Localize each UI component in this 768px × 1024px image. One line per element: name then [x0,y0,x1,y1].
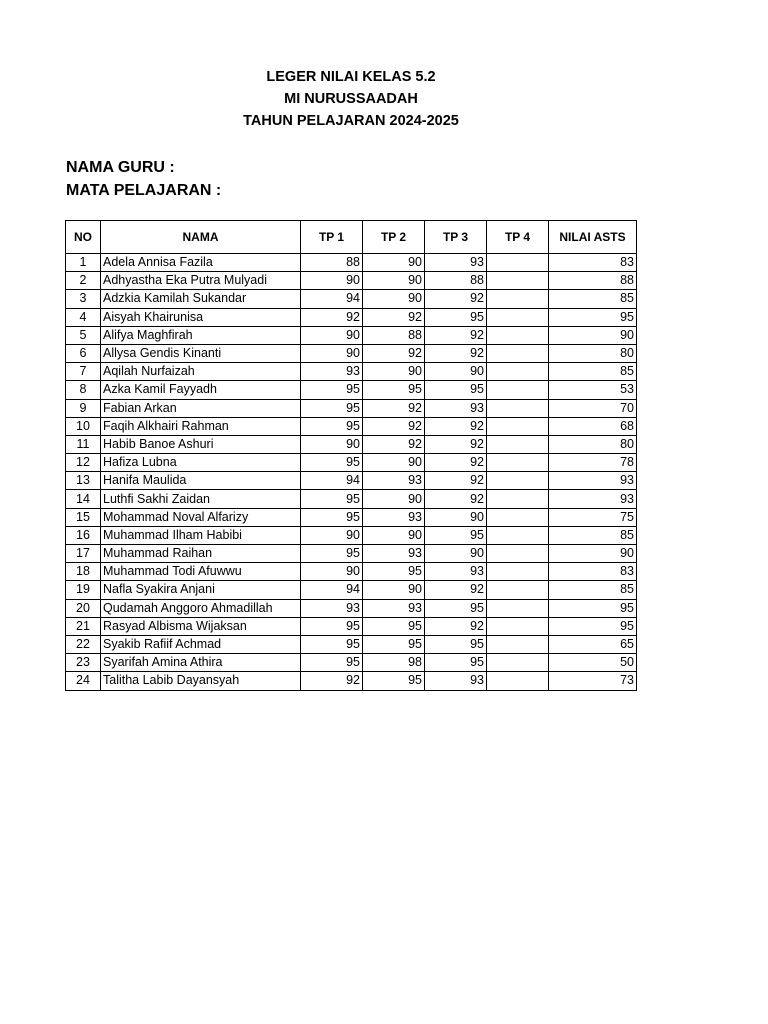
cell-tp4 [487,672,549,690]
cell-nilai-asts: 93 [549,490,637,508]
cell-tp2: 92 [363,308,425,326]
table-row [66,308,637,326]
cell-tp4 [487,254,549,272]
header-nilai-asts: NILAI ASTS [549,221,637,254]
cell-tp3: 90 [425,545,487,563]
table-row [66,344,637,362]
cell-tp2: 93 [363,472,425,490]
cell-nama: Muhammad Todi Afuwwu [101,563,301,581]
cell-nama: Aisyah Khairunisa [101,308,301,326]
cell-tp1: 88 [301,254,363,272]
cell-nama: Allysa Gendis Kinanti [101,344,301,362]
cell-nilai-asts: 88 [549,272,637,290]
cell-tp1: 95 [301,381,363,399]
cell-tp1: 95 [301,417,363,435]
cell-no: 11 [66,435,101,453]
cell-tp3: 92 [425,454,487,472]
cell-tp3: 95 [425,599,487,617]
cell-nilai-asts: 85 [549,581,637,599]
title-line-class: LEGER NILAI KELAS 5.2 [266,69,436,85]
cell-no: 18 [66,563,101,581]
cell-tp3: 93 [425,399,487,417]
cell-no: 2 [66,272,101,290]
cell-no: 16 [66,526,101,544]
cell-tp4 [487,526,549,544]
cell-tp2: 93 [363,599,425,617]
cell-tp3: 92 [425,435,487,453]
cell-tp1: 95 [301,545,363,563]
table-row [66,381,637,399]
cell-tp1: 90 [301,272,363,290]
cell-tp3: 93 [425,672,487,690]
cell-nilai-asts: 83 [549,254,637,272]
table-row [66,508,637,526]
cell-no: 21 [66,617,101,635]
header-tp3: TP 3 [425,221,487,254]
table-row [66,454,637,472]
cell-tp1: 94 [301,581,363,599]
cell-tp3: 95 [425,381,487,399]
header-tp4: TP 4 [487,221,549,254]
cell-tp2: 90 [363,526,425,544]
cell-nama: Adela Annisa Fazila [101,254,301,272]
cell-tp2: 92 [363,417,425,435]
cell-nama: Qudamah Anggoro Ahmadillah [101,599,301,617]
table-row [66,472,637,490]
cell-tp4 [487,308,549,326]
cell-tp4 [487,635,549,653]
cell-tp2: 90 [363,363,425,381]
cell-nilai-asts: 65 [549,635,637,653]
cell-tp1: 95 [301,635,363,653]
cell-no: 8 [66,381,101,399]
cell-tp1: 93 [301,363,363,381]
cell-tp3: 88 [425,272,487,290]
table-row [66,635,637,653]
table-row [66,326,637,344]
cell-tp1: 94 [301,472,363,490]
cell-tp4 [487,272,549,290]
cell-tp4 [487,381,549,399]
cell-tp1: 93 [301,599,363,617]
cell-tp4 [487,417,549,435]
cell-tp2: 95 [363,381,425,399]
cell-nilai-asts: 53 [549,381,637,399]
header-tp1: TP 1 [301,221,363,254]
cell-tp2: 95 [363,635,425,653]
cell-tp3: 92 [425,290,487,308]
cell-nama: Hanifa Maulida [101,472,301,490]
cell-tp4 [487,363,549,381]
table-row [66,526,637,544]
cell-tp1: 90 [301,344,363,362]
cell-nama: Mohammad Noval Alfarizy [101,508,301,526]
table-row [66,654,637,672]
cell-tp3: 95 [425,308,487,326]
cell-no: 6 [66,344,101,362]
cell-nilai-asts: 85 [549,526,637,544]
cell-tp2: 92 [363,399,425,417]
cell-nama: Luthfi Sakhi Zaidan [101,490,301,508]
cell-tp2: 95 [363,563,425,581]
cell-tp3: 93 [425,563,487,581]
cell-tp4 [487,472,549,490]
cell-tp2: 90 [363,581,425,599]
cell-tp4 [487,617,549,635]
cell-no: 12 [66,454,101,472]
cell-tp3: 92 [425,617,487,635]
cell-nilai-asts: 90 [549,326,637,344]
cell-nama: Adhyastha Eka Putra Mulyadi [101,272,301,290]
cell-nama: Syakib Rafiif Achmad [101,635,301,653]
cell-no: 19 [66,581,101,599]
cell-nilai-asts: 78 [549,454,637,472]
table-row [66,290,637,308]
cell-tp1: 92 [301,672,363,690]
cell-nama: Faqih Alkhairi Rahman [101,417,301,435]
document-meta [66,156,221,202]
cell-tp2: 90 [363,290,425,308]
cell-nama: Syarifah Amina Athira [101,654,301,672]
cell-tp1: 95 [301,399,363,417]
table-row [66,399,637,417]
cell-tp2: 98 [363,654,425,672]
cell-no: 14 [66,490,101,508]
cell-nilai-asts: 93 [549,472,637,490]
cell-tp1: 90 [301,563,363,581]
cell-nama: Aqilah Nurfaizah [101,363,301,381]
cell-nilai-asts: 95 [549,617,637,635]
cell-tp4 [487,454,549,472]
cell-tp2: 93 [363,545,425,563]
cell-tp4 [487,399,549,417]
cell-nama: Talitha Labib Dayansyah [101,672,301,690]
cell-nama: Habib Banoe Ashuri [101,435,301,453]
title-line-year: TAHUN PELAJARAN 2024-2025 [243,113,459,129]
cell-tp2: 90 [363,272,425,290]
cell-tp2: 93 [363,508,425,526]
title-line-school: MI NURUSSAADAH [284,91,418,107]
header-tp2: TP 2 [363,221,425,254]
cell-tp2: 95 [363,672,425,690]
cell-tp1: 95 [301,654,363,672]
table-header-row [66,221,637,254]
cell-tp4 [487,490,549,508]
cell-nama: Azka Kamil Fayyadh [101,381,301,399]
subject-label: MATA PELAJARAN : [66,182,222,199]
cell-nilai-asts: 90 [549,545,637,563]
cell-tp2: 92 [363,344,425,362]
cell-tp3: 92 [425,472,487,490]
cell-tp1: 95 [301,454,363,472]
cell-tp2: 92 [363,435,425,453]
cell-no: 24 [66,672,101,690]
grades-table [65,220,637,691]
header-nama: NAMA [101,221,301,254]
cell-tp4 [487,290,549,308]
cell-tp2: 90 [363,490,425,508]
cell-tp2: 95 [363,617,425,635]
cell-tp3: 93 [425,254,487,272]
cell-tp2: 90 [363,254,425,272]
cell-nilai-asts: 95 [549,308,637,326]
table-row [66,581,637,599]
cell-tp4 [487,435,549,453]
cell-nama: Rasyad Albisma Wijaksan [101,617,301,635]
table-row [66,563,637,581]
cell-no: 4 [66,308,101,326]
cell-nama: Hafiza Lubna [101,454,301,472]
cell-nilai-asts: 83 [549,563,637,581]
cell-tp2: 88 [363,326,425,344]
table-row [66,545,637,563]
cell-tp1: 90 [301,435,363,453]
cell-nilai-asts: 85 [549,363,637,381]
cell-tp4 [487,508,549,526]
cell-nama: Muhammad Ilham Habibi [101,526,301,544]
cell-no: 23 [66,654,101,672]
document-title [0,66,702,132]
cell-tp3: 95 [425,654,487,672]
cell-nama: Adzkia Kamilah Sukandar [101,290,301,308]
cell-nilai-asts: 73 [549,672,637,690]
cell-nilai-asts: 80 [549,435,637,453]
cell-tp1: 90 [301,526,363,544]
table-row [66,599,637,617]
cell-nilai-asts: 75 [549,508,637,526]
cell-no: 5 [66,326,101,344]
table-row [66,435,637,453]
cell-nama: Muhammad Raihan [101,545,301,563]
cell-tp1: 95 [301,617,363,635]
cell-no: 7 [66,363,101,381]
cell-tp1: 95 [301,508,363,526]
cell-tp4 [487,545,549,563]
cell-tp3: 92 [425,326,487,344]
cell-tp4 [487,563,549,581]
table-row [66,417,637,435]
cell-tp1: 92 [301,308,363,326]
cell-tp1: 95 [301,490,363,508]
cell-tp4 [487,581,549,599]
cell-tp3: 95 [425,635,487,653]
cell-nilai-asts: 50 [549,654,637,672]
cell-tp3: 95 [425,526,487,544]
cell-tp3: 90 [425,363,487,381]
cell-nama: Nafla Syakira Anjani [101,581,301,599]
cell-no: 20 [66,599,101,617]
cell-tp4 [487,599,549,617]
cell-no: 10 [66,417,101,435]
cell-nilai-asts: 80 [549,344,637,362]
table-body [66,254,637,691]
teacher-name-label: NAMA GURU : [66,159,175,176]
cell-tp1: 90 [301,326,363,344]
cell-nilai-asts: 68 [549,417,637,435]
header-no: NO [66,221,101,254]
cell-nama: Fabian Arkan [101,399,301,417]
cell-tp3: 90 [425,508,487,526]
cell-no: 9 [66,399,101,417]
cell-no: 22 [66,635,101,653]
cell-nilai-asts: 95 [549,599,637,617]
cell-tp1: 94 [301,290,363,308]
cell-tp3: 92 [425,344,487,362]
cell-tp3: 92 [425,581,487,599]
cell-tp4 [487,344,549,362]
cell-nilai-asts: 70 [549,399,637,417]
cell-no: 15 [66,508,101,526]
table-row [66,490,637,508]
table-row [66,672,637,690]
cell-tp3: 92 [425,417,487,435]
cell-tp2: 90 [363,454,425,472]
table-row [66,254,637,272]
cell-nama: Alifya Maghfirah [101,326,301,344]
cell-nilai-asts: 85 [549,290,637,308]
cell-no: 1 [66,254,101,272]
table-row [66,272,637,290]
cell-no: 17 [66,545,101,563]
table-row [66,363,637,381]
cell-tp4 [487,654,549,672]
cell-tp3: 92 [425,490,487,508]
cell-no: 13 [66,472,101,490]
table-row [66,617,637,635]
cell-tp4 [487,326,549,344]
cell-no: 3 [66,290,101,308]
